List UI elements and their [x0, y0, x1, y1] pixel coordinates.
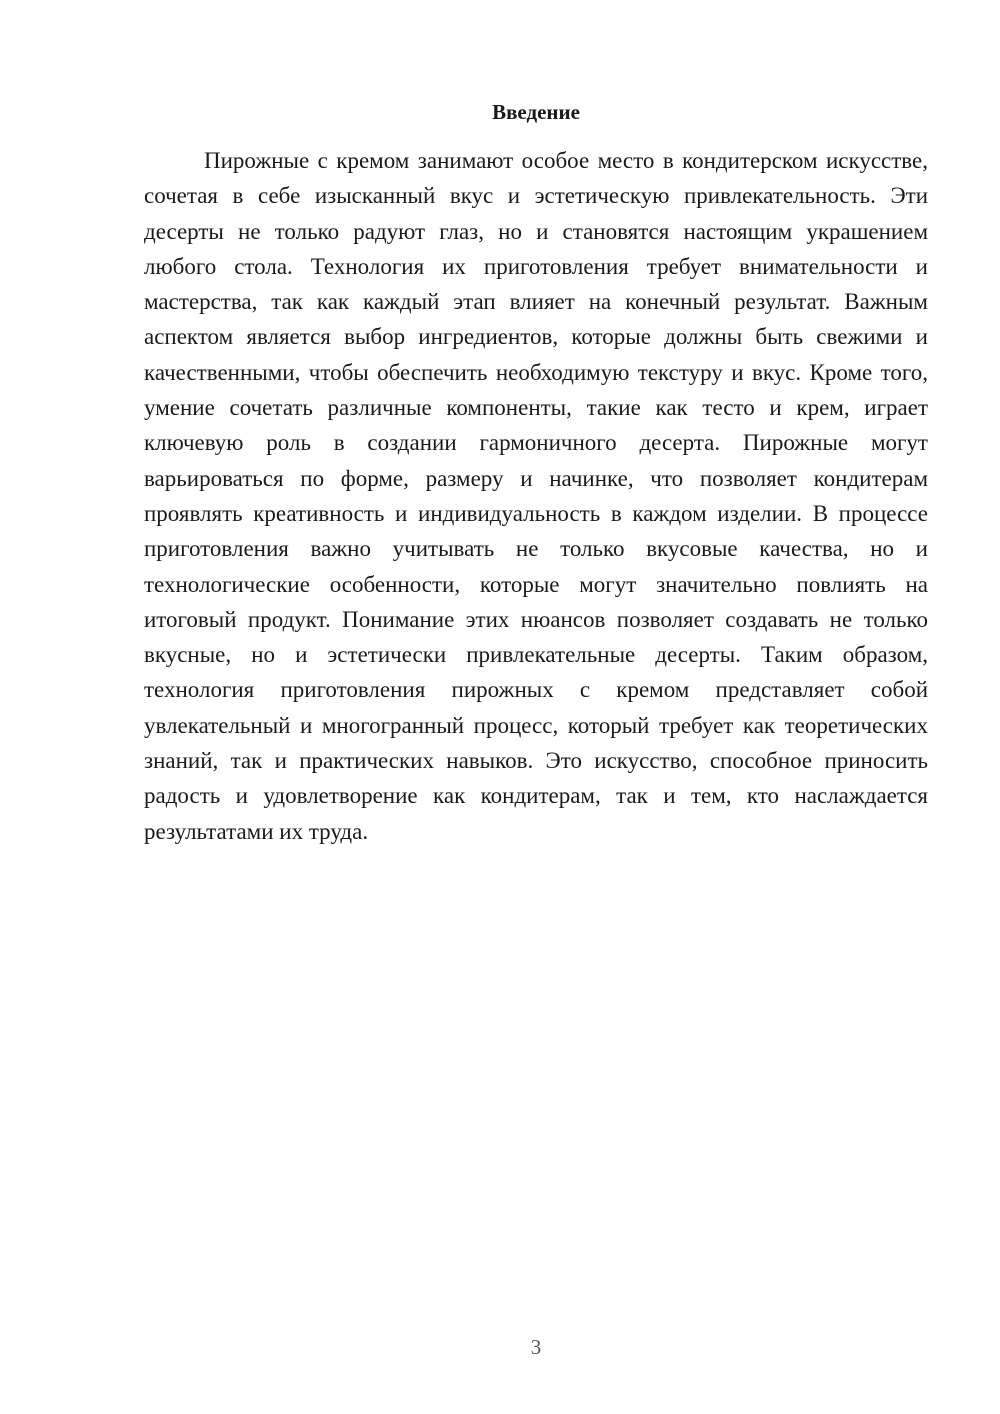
section-heading: Введение — [492, 100, 580, 124]
body-paragraph: Пирожные с кремом занимают особое место в кондитерском искусстве, сочетая в себе изысканный вкус и эстетическую привлекательность. Эти десерты не только радуют глаз, но и становятся настоящим украшением любого стола. Технология их приготовления требует внимательности и мастерства, так как каждый этап влияет на конечный результат. Важным аспектом является выбор ингредиентов, которые должны быть свежими и качественными, чтобы обеспечить необходимую текстуру и вкус. Кроме того, умение сочетать различные компоненты, такие как тесто и крем, играет ключевую роль в создании гармоничного десерта. Пирожные могут варьироваться по форме, размеру и начинке, что позволяет кондитерам проявлять креативность и индивидуальность в каждом изделии. В процессе приготовления важно учитывать не только вкусовые качества, но и технологические особенности, которые могут значительно повлиять на итоговый продукт. Понимание этих нюансов позволяет создавать не только вкусные, но и эстетически привлекательные десерты. Таким образом, технология приготовления пирожных с кремом представляет собой увлекательный и многогранный процесс, который требует как теоретических знаний, так и практических навыков. Это искусство, способное приносить радость и удовлетворение как кондитерам, так и тем, кто наслаждается результатами их труда. — [144, 148, 928, 844]
page-number: 3 — [530, 1335, 542, 1359]
